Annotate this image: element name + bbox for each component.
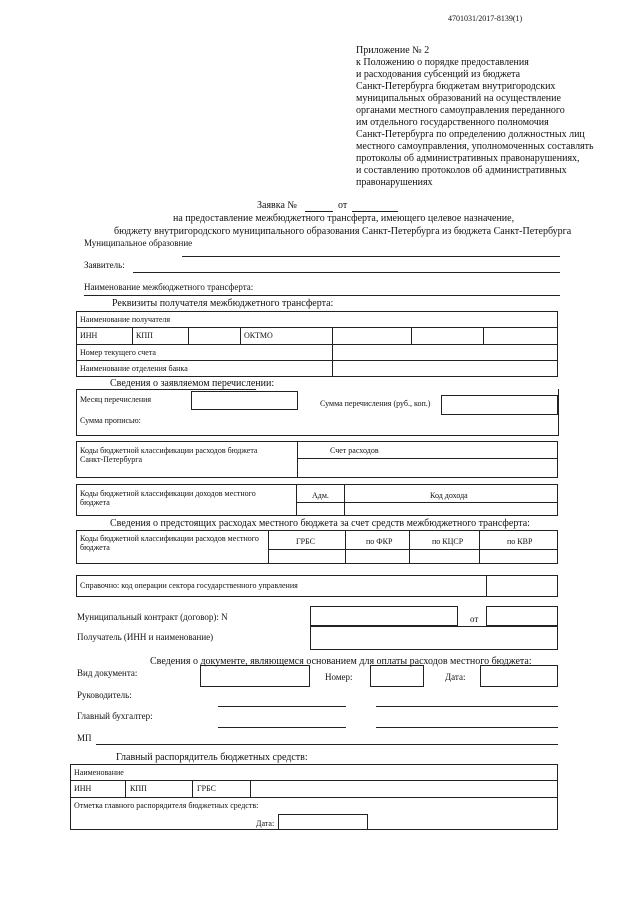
sum-label: Сумма перечисления (руб., коп.) [320,399,431,408]
appendix-line: им отдельного государственного полномочия [356,117,549,128]
recipient-name-label: Наименование получателя [80,315,171,324]
local-kvr-label: по КВР [507,537,533,546]
divider [483,327,484,344]
accountant-name-line[interactable] [376,727,558,728]
income-adm-label: Адм. [312,491,329,500]
application-date-line[interactable] [352,211,398,212]
local-grbs-label: ГРБС [296,537,315,546]
appendix-block [356,45,594,189]
divider [125,780,126,797]
divider [345,530,346,564]
recipient-account-label: Номер текущего счета [80,348,156,357]
divider [296,484,297,516]
title-line-2: на предоставление межбюджетного трансферта, имеющего целевое назначение, [173,213,515,224]
recipient-inn-label: ИНН [80,331,98,340]
reference-label: Справочно: код операции сектора государственного управления [80,581,298,590]
document-number-input[interactable] [370,665,424,687]
local-kcsr-label: по КЦСР [432,537,464,546]
appendix-line: органами местного самоуправления переданного [356,105,565,116]
document-type-input[interactable] [200,665,310,687]
appendix-line: правонарушениях [356,177,433,188]
divider [344,484,345,516]
application-title: Заявка № [257,200,297,211]
divider [332,327,333,377]
recipient-kpp-label: КПП [136,331,153,340]
appendix-line: муниципальных образований на осуществление [356,93,561,104]
expense-codes-label: Коды бюджетной классификации расходов бюджета Санкт-Петербурга [80,446,258,465]
manager-date-input[interactable] [278,814,368,830]
month-input[interactable] [191,391,298,410]
municipality-line[interactable] [182,256,560,257]
transfer-info-heading: Сведения о заявляемом перечислении: [110,378,275,389]
transfer-name-label: Наименование межбюджетного трансферта: [84,282,254,292]
divider [76,327,558,328]
sum-input[interactable] [441,395,558,415]
transfer-name-line[interactable] [84,295,560,296]
divider [192,780,193,797]
accountant-label: Главный бухгалтер: [77,711,153,721]
application-number-line[interactable] [305,211,333,212]
contract-date-input[interactable] [486,606,558,626]
income-codes-label: Коды бюджетной классификации доходов местного бюджета [80,489,256,508]
stamp-line [96,744,558,745]
appendix-line: и расходования субсенций из бюджета [356,69,521,80]
divider [132,327,133,344]
divider [297,441,298,478]
applicant-line[interactable] [133,272,560,273]
divider [409,530,410,564]
contract-recipient-input[interactable] [310,626,558,650]
recipient-oktmo-label: ОКТМО [244,331,273,340]
divider [250,780,251,797]
document-date-label: Дата: [445,672,466,682]
divider [486,575,487,597]
divider [297,458,558,459]
divider [268,549,558,550]
document-heading: Сведения о документе, являющемся основанием для оплаты расходов местного бюджета: [150,656,532,667]
head-signature-line[interactable] [218,706,346,707]
head-name-line[interactable] [376,706,558,707]
recipient-bank-label: Наименование отделения банка [80,364,188,373]
divider [296,502,558,503]
divider [411,327,412,344]
divider [76,344,558,345]
appendix-line: Санкт-Петербурга по определению должностных лиц [356,129,585,140]
income-code-label: Код дохода [430,491,468,500]
manager-inn-label: ИНН [74,784,92,793]
stamp-label: МП [77,733,92,743]
appendix-line: протоколы об административных правонарушениях, [356,153,580,164]
divider [240,327,241,344]
contract-recipient-label: Получатель (ИНН и наименование) [77,632,214,642]
manager-date-label: Дата: [256,819,275,828]
contract-from-label: от [470,614,479,624]
month-label: Месяц перечисления [80,395,152,404]
local-expenses-heading: Сведения о предстоящих расходах местного бюджета за счет средств межбюджетного трансферта: [110,518,530,529]
manager-mark-label: Отметка главного распорядителя бюджетных средств: [74,801,259,810]
head-label: Руководитель: [77,690,132,700]
accountant-signature-line[interactable] [218,727,346,728]
contract-label: Муниципальный контракт (договор): N [77,612,228,622]
manager-kpp-label: КПП [130,784,147,793]
document-type-label: Вид документа: [77,668,138,678]
local-fkr-label: по ФКР [366,537,393,546]
title-line-3: бюджету внутригородского муниципального образования Санкт-Петербурга из бюджета Санкт-Петербурга [114,226,572,237]
manager-name-label: Наименование [74,768,124,777]
application-date-label: от [338,200,348,211]
contract-number-input[interactable] [310,606,458,626]
appendix-line: и составлению протоколов об административных [356,165,567,176]
appendix-line: Приложение № 2 [356,45,430,56]
divider [76,360,558,361]
manager-grbs-label: ГРБС [197,784,216,793]
expense-account-label: Счет расходов [330,446,379,455]
appendix-line: к Положению о порядке предоставления [356,57,529,68]
applicant-label: Заявитель: [84,260,125,270]
document-date-input[interactable] [480,665,558,687]
divider [70,780,558,781]
document-number-label: Номер: [325,672,353,682]
local-expenses-label: Коды бюджетной классификации расходов местного бюджета [80,534,259,553]
document-number: 4701031/2017-8139(1) [448,14,523,23]
municipality-label: Муниципальное образовние [84,238,193,248]
divider [268,530,269,564]
appendix-line: Санкт-Петербурга бюджетам внутригородских [356,81,556,92]
main-manager-heading: Главный распорядитель бюджетных средств: [116,752,308,763]
appendix-line: местного самоуправления, уполномоченных составлять [356,141,594,152]
recipient-heading: Реквизиты получателя межбюджетного трансферта: [112,298,334,309]
divider [479,530,480,564]
divider [70,797,558,798]
divider [188,327,189,344]
sum-words-label: Сумма прописью: [80,416,141,425]
